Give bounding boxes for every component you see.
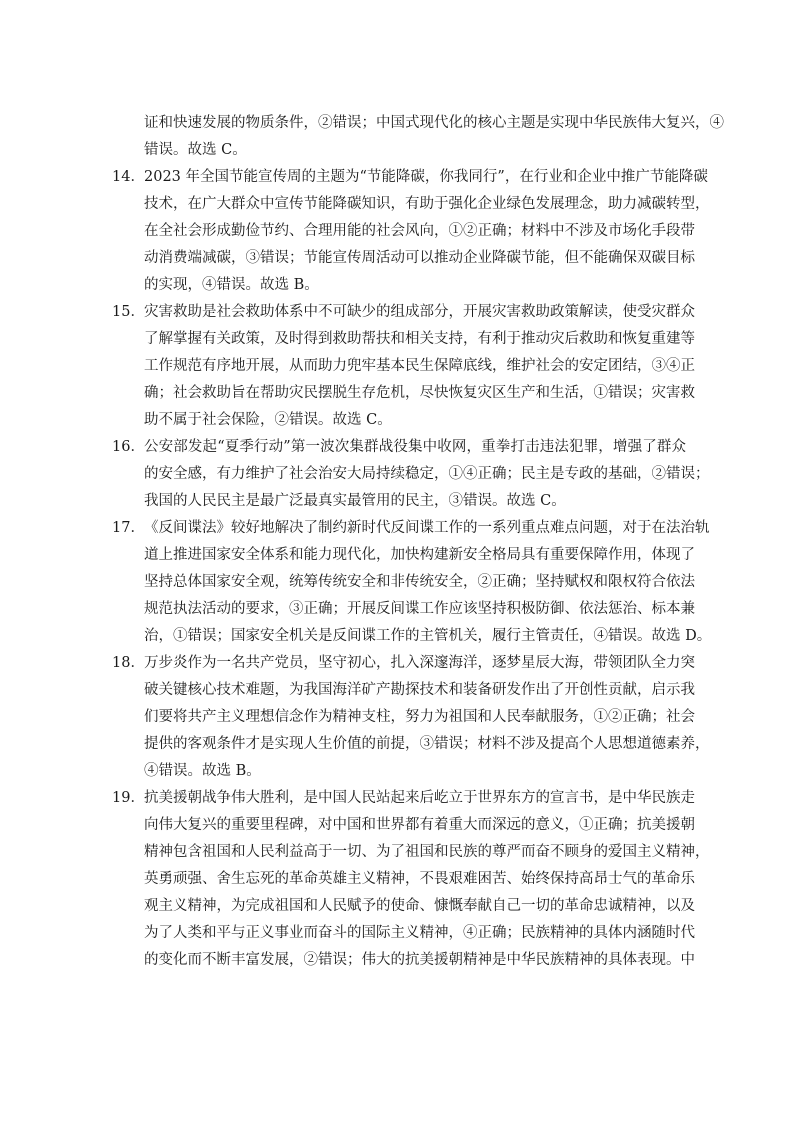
text-line: 提供的客观条件才是实现人生价值的前提，③错误；材料不涉及提高个人思想道德素养，: [144, 736, 710, 752]
text-line: 坚持总体国家安全观，统筹传统安全和非传统安全，②正确；坚持赋权和限权符合依法: [144, 574, 695, 590]
text-line: 公安部发起“夏季行动”第一波次集群战役集中收网，重拳打击违法犯罪，增强了群众: [144, 439, 686, 455]
text-line: 治，①错误；国家安全机关是反间谍工作的主管机关，履行主管责任，④错误。故选 D。: [144, 628, 712, 644]
question-number: 14．: [112, 169, 145, 185]
text-line: ④错误。故选 B。: [144, 763, 261, 779]
question-number: 19．: [112, 790, 145, 806]
question-number: 18．: [112, 655, 145, 671]
question-number: 17．: [112, 520, 145, 536]
text-line: 道上推进国家安全体系和能力现代化，加快构建新安全格局具有重要保障作用，体现了: [144, 547, 695, 563]
text-line: 助不属于社会保险，②错误。故选 C。: [144, 412, 392, 428]
text-line: 灾害救助是社会救助体系中不可缺少的组成部分，开展灾害救助政策解读，使受灾群众: [144, 304, 695, 320]
text-line: 精神包含祖国和人民利益高于一切、为了祖国和民族的尊严而奋不顾身的爱国主义精神，: [144, 844, 710, 860]
answer-explanations: [112, 110, 724, 974]
question-15-explanation: [112, 299, 695, 434]
text-line: 工作规范有序地开展，从而助力兜牢基本民生保障底线，维护社会的安定团结，③④正: [144, 358, 695, 374]
text-line: 了解掌握有关政策，及时得到救助帮扶和相关支持，有利于推动灾后救助和恢复重建等: [144, 331, 695, 347]
text-line: 抗美援朝战争伟大胜利，是中国人民站起来后屹立于世界东方的宣言书，是中华民族走: [144, 790, 695, 806]
question-19-explanation: [112, 785, 710, 974]
text-line: 2023 年全国节能宣传周的主题为“节能降碳，你我同行”，在行业和企业中推广节能降碳: [144, 169, 708, 185]
text-line: 确；社会救助旨在帮助灾民摆脱生存危机，尽快恢复灾区生产和生活，①错误；灾害救: [144, 385, 695, 401]
text-line: 向伟大复兴的重要里程碑，对中国和世界都有着重大而深远的意义，①正确；抗美援朝: [144, 817, 695, 833]
text-line: 的安全感，有力维护了社会治安大局持续稳定，①④正确；民主是专政的基础，②错误；: [144, 466, 710, 482]
text-line: 们要将共产主义理想信念作为精神支柱，努力为祖国和人民奉献服务，①②正确；社会: [144, 709, 695, 725]
text-line: 技术，在广大群众中宣传节能降碳知识，有助于强化企业绿色发展理念，助力减碳转型，: [144, 196, 710, 212]
text-line: 错误。故选 C。: [144, 142, 247, 158]
text-line: 我国的人民民主是最广泛最真实最管用的民主，③错误。故选 C。: [144, 493, 566, 509]
question-17-explanation: [112, 515, 712, 650]
text-line: 观主义精神，为完成祖国和人民赋予的使命、慷慨奉献自己一切的革命忠诚精神，以及: [144, 898, 695, 914]
continuation-paragraph: [112, 110, 724, 164]
text-line: 的变化而不断丰富发展，②错误；伟大的抗美援朝精神是中华民族精神的具体表现。中: [144, 952, 695, 968]
question-18-explanation: [112, 650, 710, 785]
question-number: 15．: [112, 304, 145, 320]
question-number: 16．: [112, 439, 145, 455]
text-line: 的实现，④错误。故选 B。: [144, 277, 319, 293]
question-16-explanation: [112, 434, 710, 515]
text-line: 英勇顽强、舍生忘死的革命英雄主义精神，不畏艰难困苦、始终保持高昂士气的革命乐: [144, 871, 695, 887]
text-line: 证和快速发展的物质条件，②错误；中国式现代化的核心主题是实现中华民族伟大复兴，④: [144, 115, 724, 131]
text-line: 破关键核心技术难题，为我国海洋矿产勘探技术和装备研发作出了开创性贡献，启示我: [144, 682, 695, 698]
text-line: 万步炎作为一名共产党员，坚守初心，扎入深邃海洋，逐梦星辰大海，带领团队全力突: [144, 655, 695, 671]
text-line: 为了人类和平与正义事业而奋斗的国际主义精神，④正确；民族精神的具体内涵随时代: [144, 925, 695, 941]
text-line: 动消费端减碳，③错误；节能宣传周活动可以推动企业降碳节能，但不能确保双碳目标: [144, 250, 695, 266]
text-line: 《反间谍法》较好地解决了制约新时代反间谍工作的一系列重点难点问题，对于在法治轨: [144, 520, 710, 536]
text-line: 在全社会形成勤俭节约、合理用能的社会风向，①②正确；材料中不涉及市场化手段带: [144, 223, 695, 239]
text-line: 规范执法活动的要求，③正确；开展反间谍工作应该坚持积极防御、依法惩治、标本兼: [144, 601, 695, 617]
question-14-explanation: [112, 164, 710, 299]
